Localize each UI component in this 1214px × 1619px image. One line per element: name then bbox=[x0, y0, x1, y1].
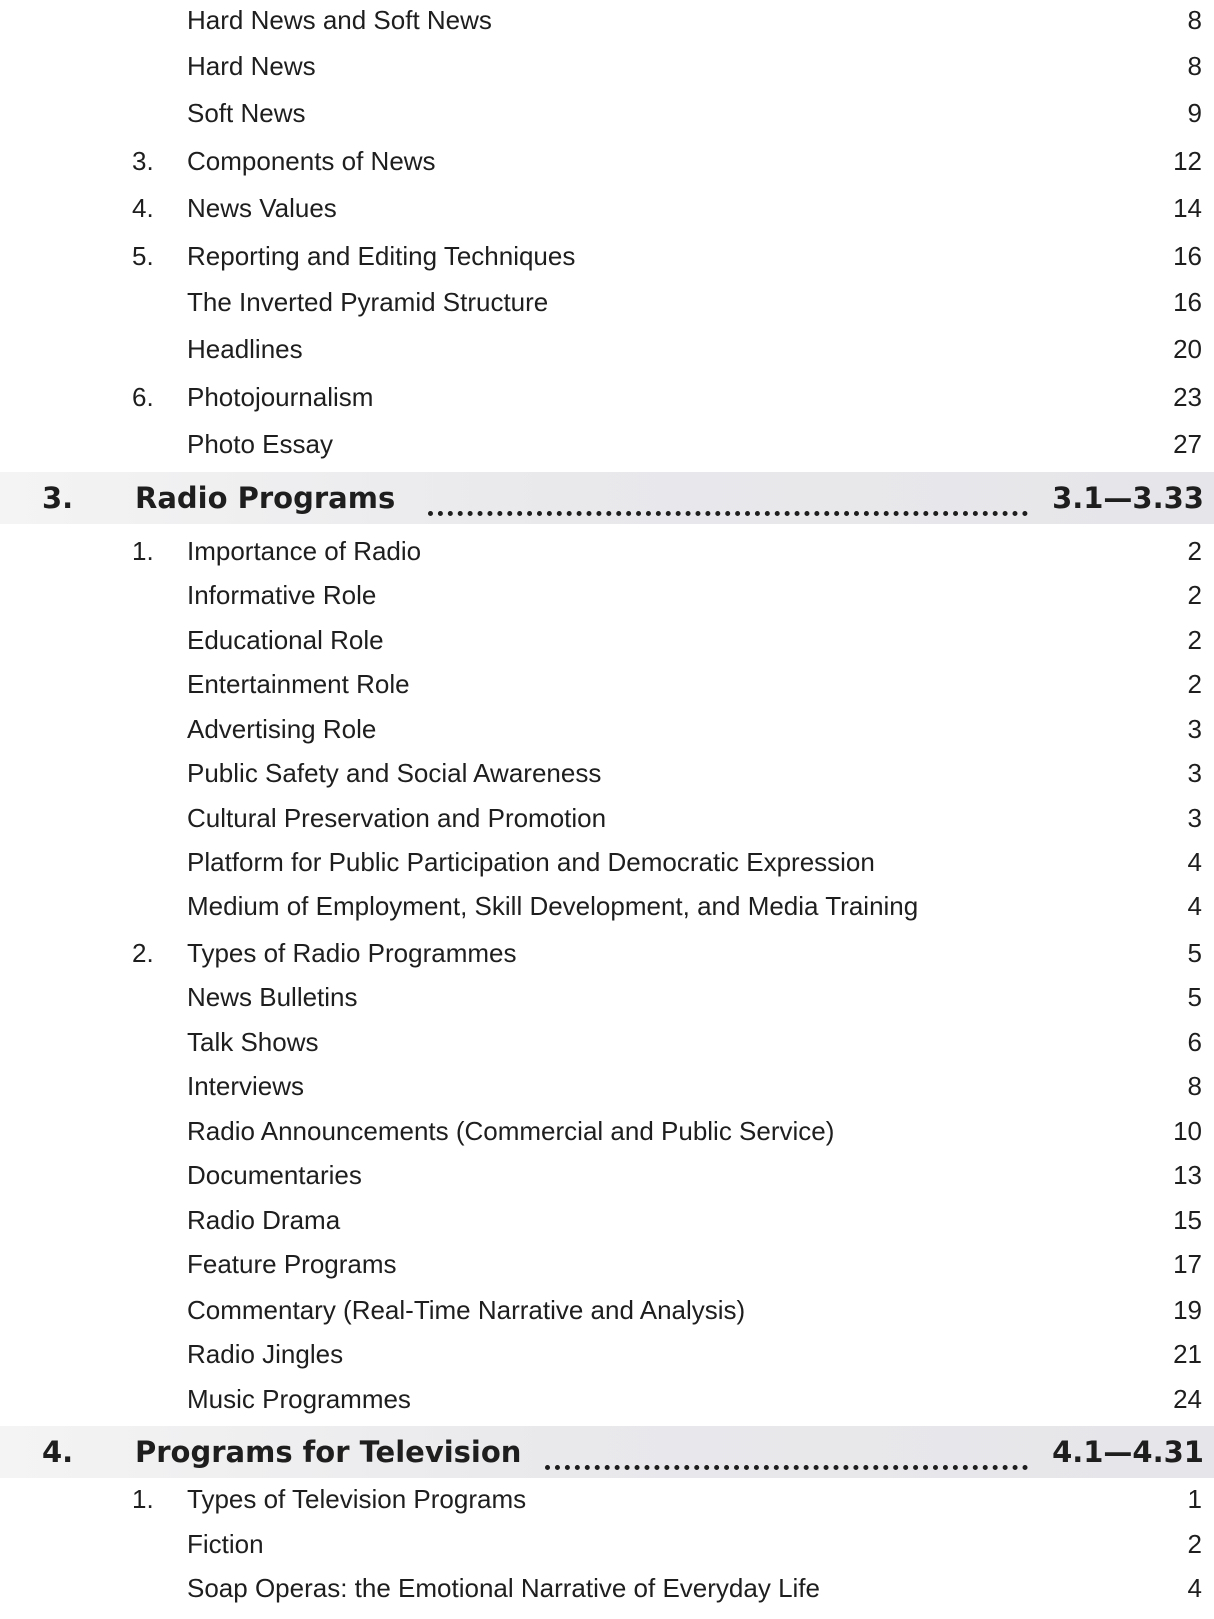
toc-entry bbox=[0, 424, 1214, 464]
entry-page: 5 bbox=[1187, 938, 1202, 968]
entry-title: Photo Essay bbox=[187, 429, 333, 459]
entry-page: 17 bbox=[1173, 1249, 1202, 1279]
entry-page: 2 bbox=[1187, 669, 1202, 699]
entry-title: Types of Radio Programmes bbox=[187, 938, 517, 968]
toc-entry bbox=[0, 1479, 1214, 1519]
entry-title: Interviews bbox=[187, 1071, 305, 1101]
entry-page: 23 bbox=[1173, 382, 1202, 412]
entry-title: Importance of Radio bbox=[187, 536, 422, 566]
chapter-number: 3. bbox=[42, 481, 74, 515]
entry-page: 3 bbox=[1187, 758, 1202, 788]
entry-page: 9 bbox=[1187, 98, 1202, 128]
entry-page: 2 bbox=[1187, 536, 1202, 566]
entry-title: Medium of Employment, Skill Development, and Media Training bbox=[187, 891, 919, 921]
entry-page: 8 bbox=[1187, 1071, 1202, 1101]
toc-entry bbox=[0, 1568, 1214, 1608]
entry-page: 1 bbox=[1187, 1484, 1202, 1514]
entry-page: 10 bbox=[1173, 1116, 1202, 1146]
entry-number: 4. bbox=[132, 193, 154, 223]
toc-entry bbox=[0, 620, 1214, 660]
entry-title: Headlines bbox=[187, 334, 303, 364]
entry-title: Public Safety and Social Awareness bbox=[187, 758, 602, 788]
entry-page: 6 bbox=[1187, 1027, 1202, 1057]
toc-entry bbox=[0, 1111, 1214, 1151]
entry-title: Music Programmes bbox=[187, 1384, 411, 1414]
entry-page: 12 bbox=[1173, 146, 1202, 176]
entry-title: Hard News bbox=[187, 51, 316, 81]
entry-title: Cultural Preservation and Promotion bbox=[187, 803, 607, 833]
dot-leader bbox=[428, 489, 1028, 516]
entry-title: Radio Drama bbox=[187, 1205, 341, 1235]
entry-title: Talk Shows bbox=[187, 1027, 319, 1057]
entry-number: 6. bbox=[132, 382, 154, 412]
entry-page: 20 bbox=[1173, 334, 1202, 364]
entry-title: Radio Jingles bbox=[187, 1339, 344, 1369]
toc-entry bbox=[0, 709, 1214, 749]
entry-page: 5 bbox=[1187, 982, 1202, 1012]
entry-page: 21 bbox=[1173, 1339, 1202, 1369]
chapter-number: 4. bbox=[42, 1435, 74, 1469]
toc-entry bbox=[0, 0, 1214, 40]
toc-entry bbox=[0, 329, 1214, 369]
toc-entry bbox=[0, 1022, 1214, 1062]
entry-title: Hard News and Soft News bbox=[187, 5, 492, 35]
entry-page: 15 bbox=[1173, 1205, 1202, 1235]
entry-title: Entertainment Role bbox=[187, 669, 410, 699]
entry-title: Commentary (Real-Time Narrative and Analysis) bbox=[187, 1295, 746, 1325]
chapter-heading-3 bbox=[0, 472, 1214, 524]
entry-page: 4 bbox=[1187, 1573, 1202, 1603]
entry-number: 1. bbox=[132, 1484, 154, 1514]
toc-entry bbox=[0, 93, 1214, 133]
dot-leader bbox=[545, 1443, 1028, 1470]
entry-page: 2 bbox=[1187, 1529, 1202, 1559]
toc-entry bbox=[0, 282, 1214, 322]
entry-title: Documentaries bbox=[187, 1160, 362, 1190]
entry-title: Informative Role bbox=[187, 580, 377, 610]
chapter-page-range: 3.1—3.33 bbox=[1052, 481, 1204, 515]
toc-entry bbox=[0, 141, 1214, 181]
entry-page: 3 bbox=[1187, 803, 1202, 833]
entry-title: Advertising Role bbox=[187, 714, 377, 744]
entry-title: Feature Programs bbox=[187, 1249, 397, 1279]
entry-title: The Inverted Pyramid Structure bbox=[187, 287, 549, 317]
entry-title: Photojournalism bbox=[187, 382, 374, 412]
entry-page: 2 bbox=[1187, 580, 1202, 610]
chapter-page-range: 4.1—4.31 bbox=[1052, 1435, 1204, 1469]
toc-entry bbox=[0, 1244, 1214, 1284]
toc-entry bbox=[0, 236, 1214, 276]
entry-page: 16 bbox=[1173, 241, 1202, 271]
entry-title: Soap Operas: the Emotional Narrative of Everyday Life bbox=[187, 1573, 820, 1603]
entry-page: 4 bbox=[1187, 847, 1202, 877]
entry-title: Reporting and Editing Techniques bbox=[187, 241, 576, 271]
toc-entry bbox=[0, 1200, 1214, 1240]
toc-entry bbox=[0, 753, 1214, 793]
entry-title: Radio Announcements (Commercial and Public Service) bbox=[187, 1116, 835, 1146]
entry-page: 13 bbox=[1173, 1160, 1202, 1190]
toc-entry bbox=[0, 798, 1214, 838]
toc-entry bbox=[0, 188, 1214, 228]
toc-entry bbox=[0, 46, 1214, 86]
entry-title: Platform for Public Participation and Democratic Expression bbox=[187, 847, 875, 877]
entry-page: 8 bbox=[1187, 51, 1202, 81]
entry-title: Educational Role bbox=[187, 625, 384, 655]
entry-page: 2 bbox=[1187, 625, 1202, 655]
entry-page: 27 bbox=[1173, 429, 1202, 459]
toc-entry bbox=[0, 842, 1214, 882]
chapter-title: Programs for Television bbox=[135, 1435, 522, 1469]
toc-entry bbox=[0, 977, 1214, 1017]
entry-page: 4 bbox=[1187, 891, 1202, 921]
entry-number: 1. bbox=[132, 536, 154, 566]
entry-title: Fiction bbox=[187, 1529, 264, 1559]
toc-entry bbox=[0, 1379, 1214, 1419]
toc-entry bbox=[0, 1290, 1214, 1330]
toc-entry bbox=[0, 1066, 1214, 1106]
entry-page: 3 bbox=[1187, 714, 1202, 744]
entry-page: 16 bbox=[1173, 287, 1202, 317]
entry-title: News Bulletins bbox=[187, 982, 358, 1012]
toc-entry bbox=[0, 886, 1214, 926]
entry-page: 19 bbox=[1173, 1295, 1202, 1325]
toc-entry bbox=[0, 1524, 1214, 1564]
toc-entry bbox=[0, 377, 1214, 417]
entry-title: Components of News bbox=[187, 146, 436, 176]
entry-number: 2. bbox=[132, 938, 154, 968]
chapter-title: Radio Programs bbox=[135, 481, 396, 515]
chapter-heading-4 bbox=[0, 1426, 1214, 1478]
entry-page: 14 bbox=[1173, 193, 1202, 223]
entry-title: Soft News bbox=[187, 98, 306, 128]
entry-page: 24 bbox=[1173, 1384, 1202, 1414]
entry-title: Types of Television Programs bbox=[187, 1484, 527, 1514]
toc-entry bbox=[0, 575, 1214, 615]
toc-entry bbox=[0, 531, 1214, 571]
entry-page: 8 bbox=[1187, 5, 1202, 35]
entry-number: 5. bbox=[132, 241, 154, 271]
toc-entry bbox=[0, 1334, 1214, 1374]
toc-entry bbox=[0, 933, 1214, 973]
toc-entry bbox=[0, 664, 1214, 704]
entry-title: News Values bbox=[187, 193, 337, 223]
entry-number: 3. bbox=[132, 146, 154, 176]
toc-entry bbox=[0, 1155, 1214, 1195]
